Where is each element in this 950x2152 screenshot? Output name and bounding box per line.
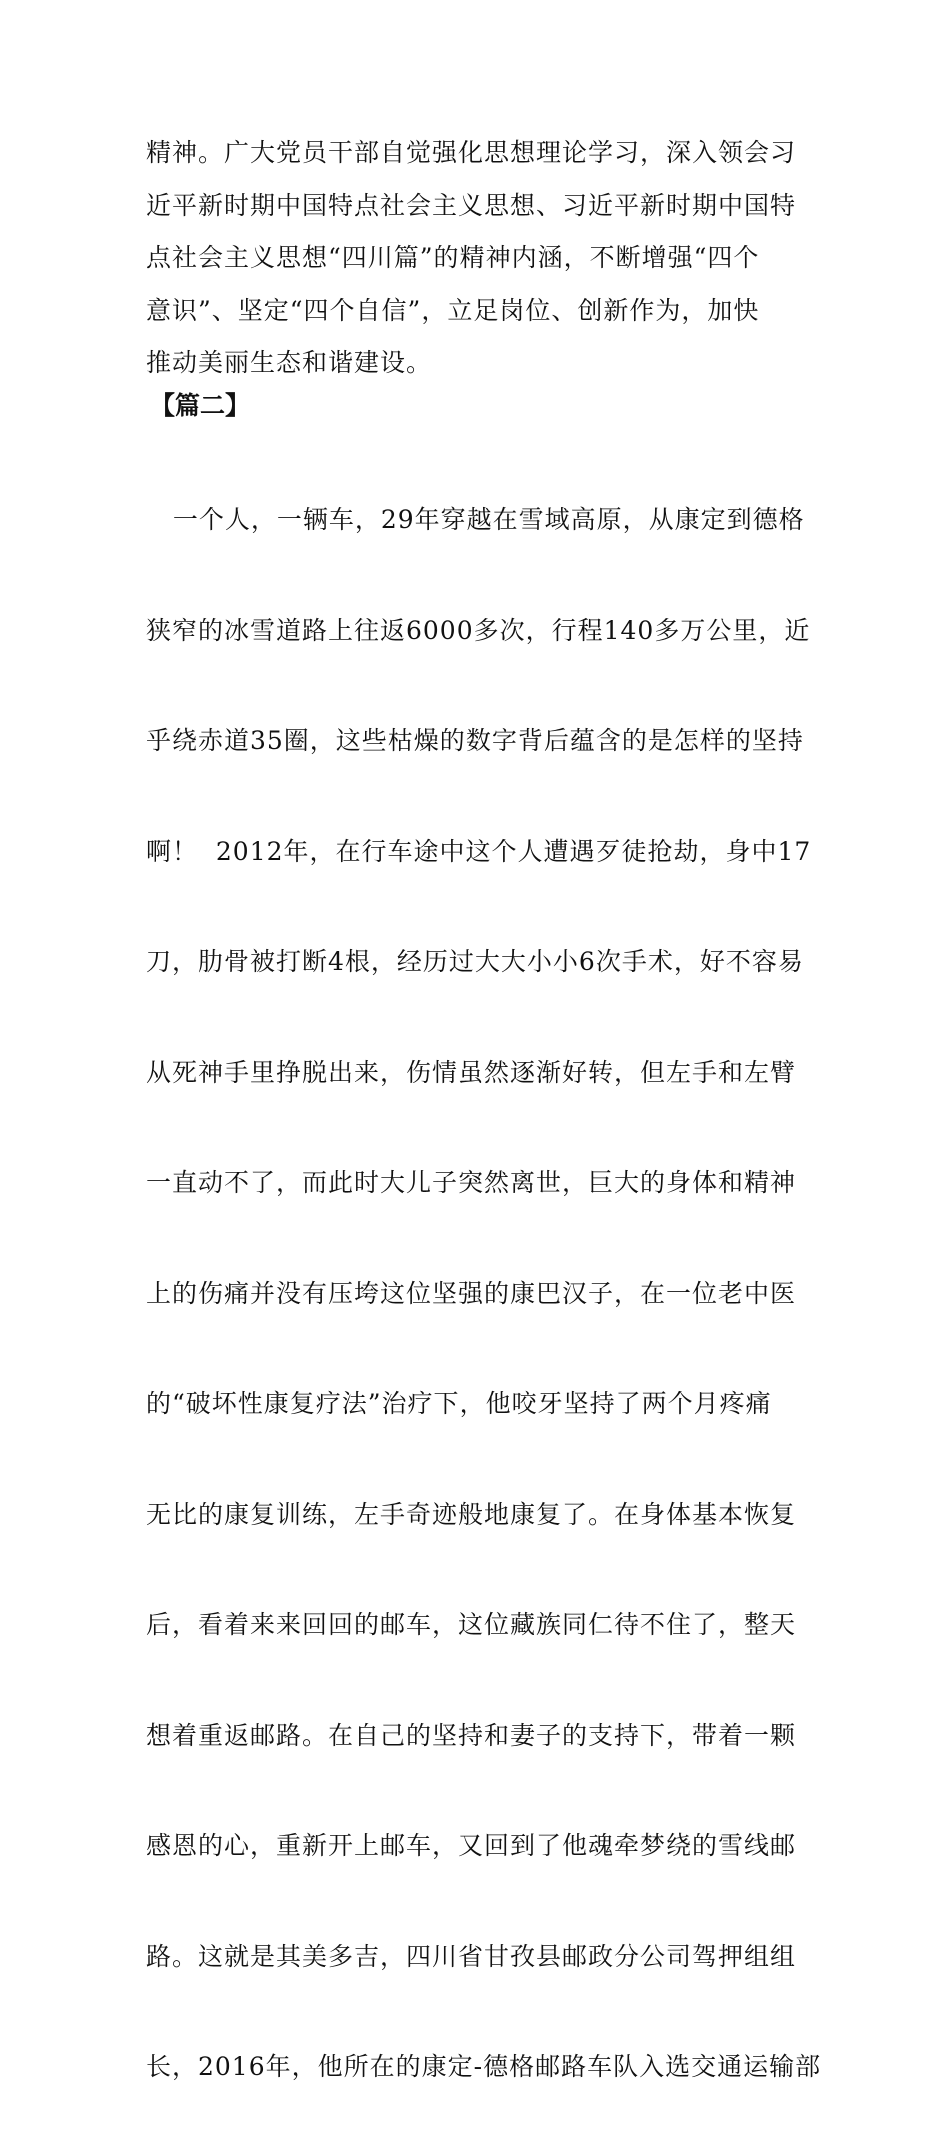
paragraph-line: 推动美丽生态和谐建设。 xyxy=(146,348,433,377)
paragraph-section-two xyxy=(146,436,822,2152)
paragraph-line: 意识”、坚定“四个自信”，立足岗位、创新作为，加快 xyxy=(146,295,760,325)
paragraph-line: 狭窄的冰雪道路上往返6000多次，行程140多万公里，近 xyxy=(146,615,811,645)
paragraph-line: 后，看着来来回回的邮车，这位藏族同仁待不住了，整天 xyxy=(146,1610,797,1639)
section-heading: 【篇二】 xyxy=(150,391,251,420)
paragraph-continued xyxy=(146,127,806,390)
paragraph-line: 从死神手里挣脱出来，伤情虽然逐渐好转，但左手和左臂 xyxy=(146,1057,797,1087)
paragraph-line: 点社会主义思想“四川篇”的精神内涵，不断增强“四个 xyxy=(146,243,760,272)
paragraph-line: 路。这就是其美多吉，四川省甘孜县邮政分公司驾押组组 xyxy=(146,1941,797,1971)
paragraph-line: 想着重返邮路。在自己的坚持和妻子的支持下，带着一颗 xyxy=(146,1720,797,1750)
paragraph-line: 刀，肋骨被打断4根，经历过大大小小6次手术，好不容易 xyxy=(146,947,804,976)
paragraph-line: 上的伤痛并没有压垮这位坚强的康巴汉子，在一位老中医 xyxy=(146,1278,797,1308)
paragraph-line: 乎绕赤道35圈，这些枯燥的数字背后蕴含的是怎样的坚持 xyxy=(146,726,804,755)
paragraph-line: 一个人，一辆车，29年穿越在雪域高原，从康定到德格 xyxy=(146,505,805,534)
paragraph-line: 近平新时期中国特点社会主义思想、习近平新时期中国特 xyxy=(146,190,797,220)
paragraph-line: 感恩的心，重新开上邮车，又回到了他魂牵梦绕的雪线邮 xyxy=(146,1831,797,1860)
paragraph-line: 一直动不了，而此时大儿子突然离世，巨大的身体和精神 xyxy=(146,1168,797,1197)
paragraph-line: 无比的康复训练，左手奇迹般地康复了。在身体基本恢复 xyxy=(146,1499,797,1529)
paragraph-line: 的“破坏性康复疗法”治疗下，他咬牙坚持了两个月疼痛 xyxy=(146,1389,772,1418)
paragraph-line: 精神。广大党员干部自觉强化思想理论学习，深入领会习 xyxy=(146,138,797,167)
paragraph-line: 啊！ 2012年，在行车途中这个人遭遇歹徒抢劫，身中17 xyxy=(146,836,812,866)
paragraph-line: 长，2016年，他所在的康定-德格邮路车队入选交通运输部 xyxy=(146,2052,822,2081)
